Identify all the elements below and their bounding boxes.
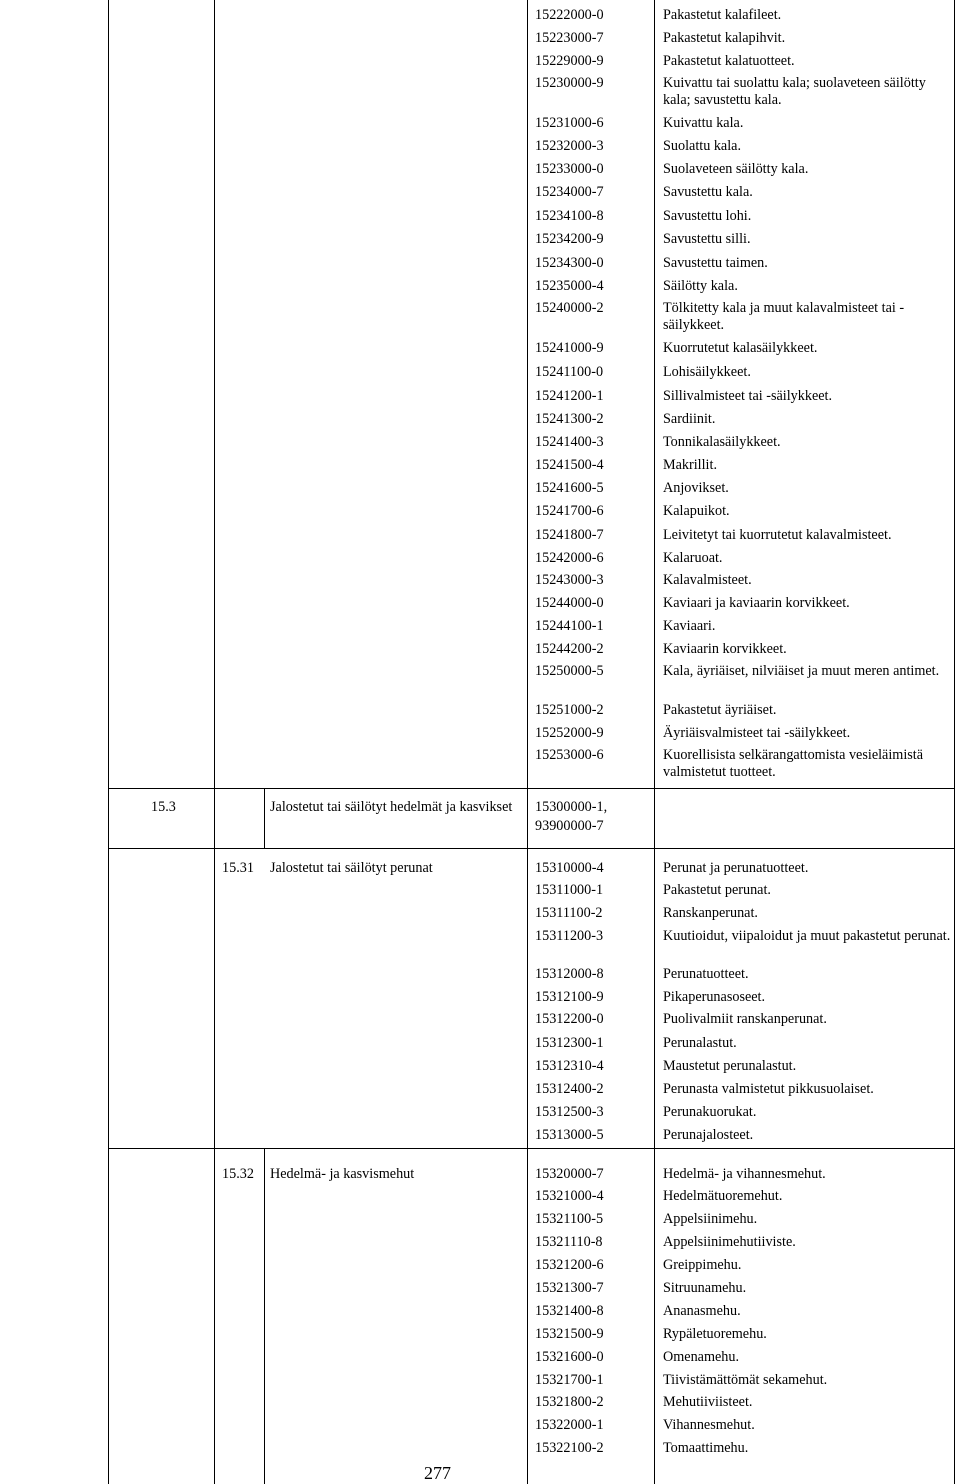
group-15-32-title: Hedelmä- ja kasvismehut [270, 1166, 415, 1182]
column-rule-2 [214, 0, 215, 1484]
fish-item-code: 15241800-7 [535, 527, 604, 543]
column-rule-6 [264, 788, 265, 848]
juice-item-code: 15322000-1 [535, 1417, 604, 1433]
juice-item-code: 15321400-8 [535, 1303, 604, 1319]
column-rule-1 [108, 0, 109, 1484]
fish-item-code: 15240000-2 [535, 300, 604, 316]
juice-item-code: 15322100-2 [535, 1440, 604, 1456]
potato-item-description: Perunat ja perunatuotteet. [663, 860, 809, 876]
fish-item-code: 15244100-1 [535, 618, 604, 634]
potato-item-code: 15310000-4 [535, 860, 604, 876]
juice-item-description: Appelsiinimehutiiviste. [663, 1234, 796, 1250]
potato-item-code: 15311100-2 [535, 905, 603, 921]
fish-item-description: Kala, äyriäiset, nilviäiset ja muut meren antimet. [663, 663, 940, 679]
fish-item-code: 15241200-1 [535, 388, 604, 404]
group-15-31-number: 15.31 [222, 860, 254, 876]
juice-item-description: Ananasmehu. [663, 1303, 741, 1319]
row-rule-1 [108, 788, 954, 789]
fish-item-code: 15243000-3 [535, 572, 604, 588]
fish-item-description: Lohisäilykkeet. [663, 364, 751, 380]
fish-item-description: Suolaveteen säilötty kala. [663, 161, 809, 177]
potato-item-code: 15311000-1 [535, 882, 604, 898]
fish-item-code: 15234200-9 [535, 231, 604, 247]
fish-item-description: Kaviaari ja kaviaarin korvikkeet. [663, 595, 850, 611]
fish-item-description: Säilötty kala. [663, 278, 738, 294]
fish-item-description: Savustettu kala. [663, 184, 753, 200]
group-15-31-title: Jalostetut tai säilötyt perunat [270, 860, 433, 876]
page-number: 277 [424, 1463, 451, 1483]
potato-item-description: Pikaperunasoseet. [663, 989, 766, 1005]
juice-item-code: 15321100-5 [535, 1211, 604, 1227]
fish-item-description: Kuivattu tai suolattu kala; suolaveteen säilötty kala; savustettu kala. [663, 75, 926, 108]
juice-item-code: 15321500-9 [535, 1326, 604, 1342]
potato-item-description: Pakastetut perunat. [663, 882, 771, 898]
potato-item-code: 15312200-0 [535, 1011, 604, 1027]
group-15-3-code-2: 93900000-7 [535, 818, 604, 834]
fish-item-description: Sillivalmisteet tai -säilykkeet. [663, 388, 833, 404]
fish-item-code: 15235000-4 [535, 278, 604, 294]
potato-item-code: 15312300-1 [535, 1035, 604, 1051]
potato-item-code: 15312000-8 [535, 966, 604, 982]
fish-item-code: 15250000-5 [535, 663, 604, 679]
potato-item-description: Perunatuotteet. [663, 966, 749, 982]
potato-item-code: 15311200-3 [535, 928, 604, 944]
fish-item-description: Tölkitetty kala ja muut kalavalmisteet tai -säilykkeet. [663, 300, 905, 333]
potato-item-description: Perunakuorukat. [663, 1104, 757, 1120]
juice-item-description: Rypäletuoremehu. [663, 1326, 767, 1342]
fish-item-description: Savustettu lohi. [663, 208, 752, 224]
juice-item-description: Omenamehu. [663, 1349, 740, 1365]
fish-item-code: 15234100-8 [535, 208, 604, 224]
fish-item-description: Sardiinit. [663, 411, 716, 427]
fish-item-code: 15253000-6 [535, 747, 604, 763]
column-rule-4 [654, 0, 655, 1484]
juice-item-description: Tiivistämättömät sekamehut. [663, 1372, 828, 1388]
fish-item-description: Makrillit. [663, 457, 717, 473]
fish-item-code: 15241300-2 [535, 411, 604, 427]
juice-item-description: Tomaattimehu. [663, 1440, 749, 1456]
fish-item-code: 15244000-0 [535, 595, 604, 611]
juice-item-description: Mehutiiviisteet. [663, 1394, 753, 1410]
fish-item-description: Pakastetut kalatuotteet. [663, 53, 795, 69]
juice-item-code: 15321300-7 [535, 1280, 604, 1296]
fish-item-description: Kaviaarin korvikkeet. [663, 641, 787, 657]
potato-item-description: Ranskanperunat. [663, 905, 758, 921]
juice-item-description: Vihannesmehut. [663, 1417, 755, 1433]
fish-item-description: Äyriäisvalmisteet tai -säilykkeet. [663, 725, 851, 741]
fish-item-description: Kalavalmisteet. [663, 572, 752, 588]
fish-item-code: 15234000-7 [535, 184, 604, 200]
potato-item-description: Perunasta valmistetut pikkusuolaiset. [663, 1081, 874, 1097]
juice-item-code: 15321600-0 [535, 1349, 604, 1365]
column-rule-7 [264, 1148, 265, 1484]
fish-item-code: 15241600-5 [535, 480, 604, 496]
potato-item-code: 15312400-2 [535, 1081, 604, 1097]
juice-item-code: 15321110-8 [535, 1234, 603, 1250]
juice-item-code: 15321700-1 [535, 1372, 604, 1388]
potato-item-description: Maustetut perunalastut. [663, 1058, 797, 1074]
fish-item-description: Leivitetyt tai kuorrutetut kalavalmisteet. [663, 527, 892, 543]
fish-item-code: 15251000-2 [535, 702, 604, 718]
fish-item-code: 15241700-6 [535, 503, 604, 519]
potato-item-code: 15313000-5 [535, 1127, 604, 1143]
juice-item-code: 15321000-4 [535, 1188, 604, 1204]
fish-item-description: Pakastetut äyriäiset. [663, 702, 777, 718]
group-15-3-number: 15.3 [151, 799, 176, 815]
potato-item-code: 15312500-3 [535, 1104, 604, 1120]
row-rule-2 [108, 848, 954, 849]
fish-item-description: Suolattu kala. [663, 138, 742, 154]
column-rule-3 [527, 0, 528, 1484]
fish-item-code: 15233000-0 [535, 161, 604, 177]
juice-item-description: Sitruunamehu. [663, 1280, 747, 1296]
group-15-3-code-1: 15300000-1, [535, 799, 608, 815]
potato-item-description: Puolivalmiit ranskanperunat. [663, 1011, 827, 1027]
fish-item-description: Kaviaari. [663, 618, 716, 634]
fish-item-description: Kuorrutetut kalasäilykkeet. [663, 340, 818, 356]
fish-item-code: 15252000-9 [535, 725, 604, 741]
fish-item-description: Kalapuikot. [663, 503, 730, 519]
potato-item-description: Perunajalosteet. [663, 1127, 754, 1143]
fish-item-description: Savustettu taimen. [663, 255, 768, 271]
juice-item-description: Appelsiinimehu. [663, 1211, 758, 1227]
fish-item-code: 15231000-6 [535, 115, 604, 131]
fish-item-description: Kuivattu kala. [663, 115, 744, 131]
fish-item-description: Anjovikset. [663, 480, 729, 496]
juice-item-description: Hedelmä- ja vihannesmehut. [663, 1166, 826, 1182]
group-15-32-number: 15.32 [222, 1166, 254, 1182]
fish-item-description: Kalaruoat. [663, 550, 723, 566]
fish-item-code: 15241000-9 [535, 340, 604, 356]
potato-item-code: 15312310-4 [535, 1058, 604, 1074]
fish-item-code: 15222000-0 [535, 7, 604, 23]
juice-item-code: 15320000-7 [535, 1166, 604, 1182]
row-rule-3 [108, 1148, 954, 1149]
juice-item-code: 15321200-6 [535, 1257, 604, 1273]
fish-item-code: 15232000-3 [535, 138, 604, 154]
fish-item-code: 15230000-9 [535, 75, 604, 91]
potato-item-code: 15312100-9 [535, 989, 604, 1005]
fish-item-code: 15241500-4 [535, 457, 604, 473]
fish-item-code: 15223000-7 [535, 30, 604, 46]
fish-item-description: Pakastetut kalafileet. [663, 7, 782, 23]
fish-item-code: 15244200-2 [535, 641, 604, 657]
fish-item-description: Kuorellisista selkärangattomista vesieläimistä valmistetut tuotteet. [663, 747, 924, 780]
juice-item-description: Hedelmätuoremehut. [663, 1188, 783, 1204]
fish-item-description: Tonnikalasäilykkeet. [663, 434, 781, 450]
potato-item-description: Kuutioidut, viipaloidut ja muut pakastetut perunat. [663, 928, 951, 944]
group-15-3-title: Jalostetut tai säilötyt hedelmät ja kasvikset [270, 799, 513, 815]
juice-item-code: 15321800-2 [535, 1394, 604, 1410]
fish-item-code: 15229000-9 [535, 53, 604, 69]
potato-item-description: Perunalastut. [663, 1035, 737, 1051]
fish-item-description: Pakastetut kalapihvit. [663, 30, 786, 46]
juice-item-description: Greippimehu. [663, 1257, 742, 1273]
fish-item-code: 15241400-3 [535, 434, 604, 450]
fish-item-code: 15234300-0 [535, 255, 604, 271]
fish-item-code: 15241100-0 [535, 364, 604, 380]
fish-item-description: Savustettu silli. [663, 231, 751, 247]
fish-item-code: 15242000-6 [535, 550, 604, 566]
